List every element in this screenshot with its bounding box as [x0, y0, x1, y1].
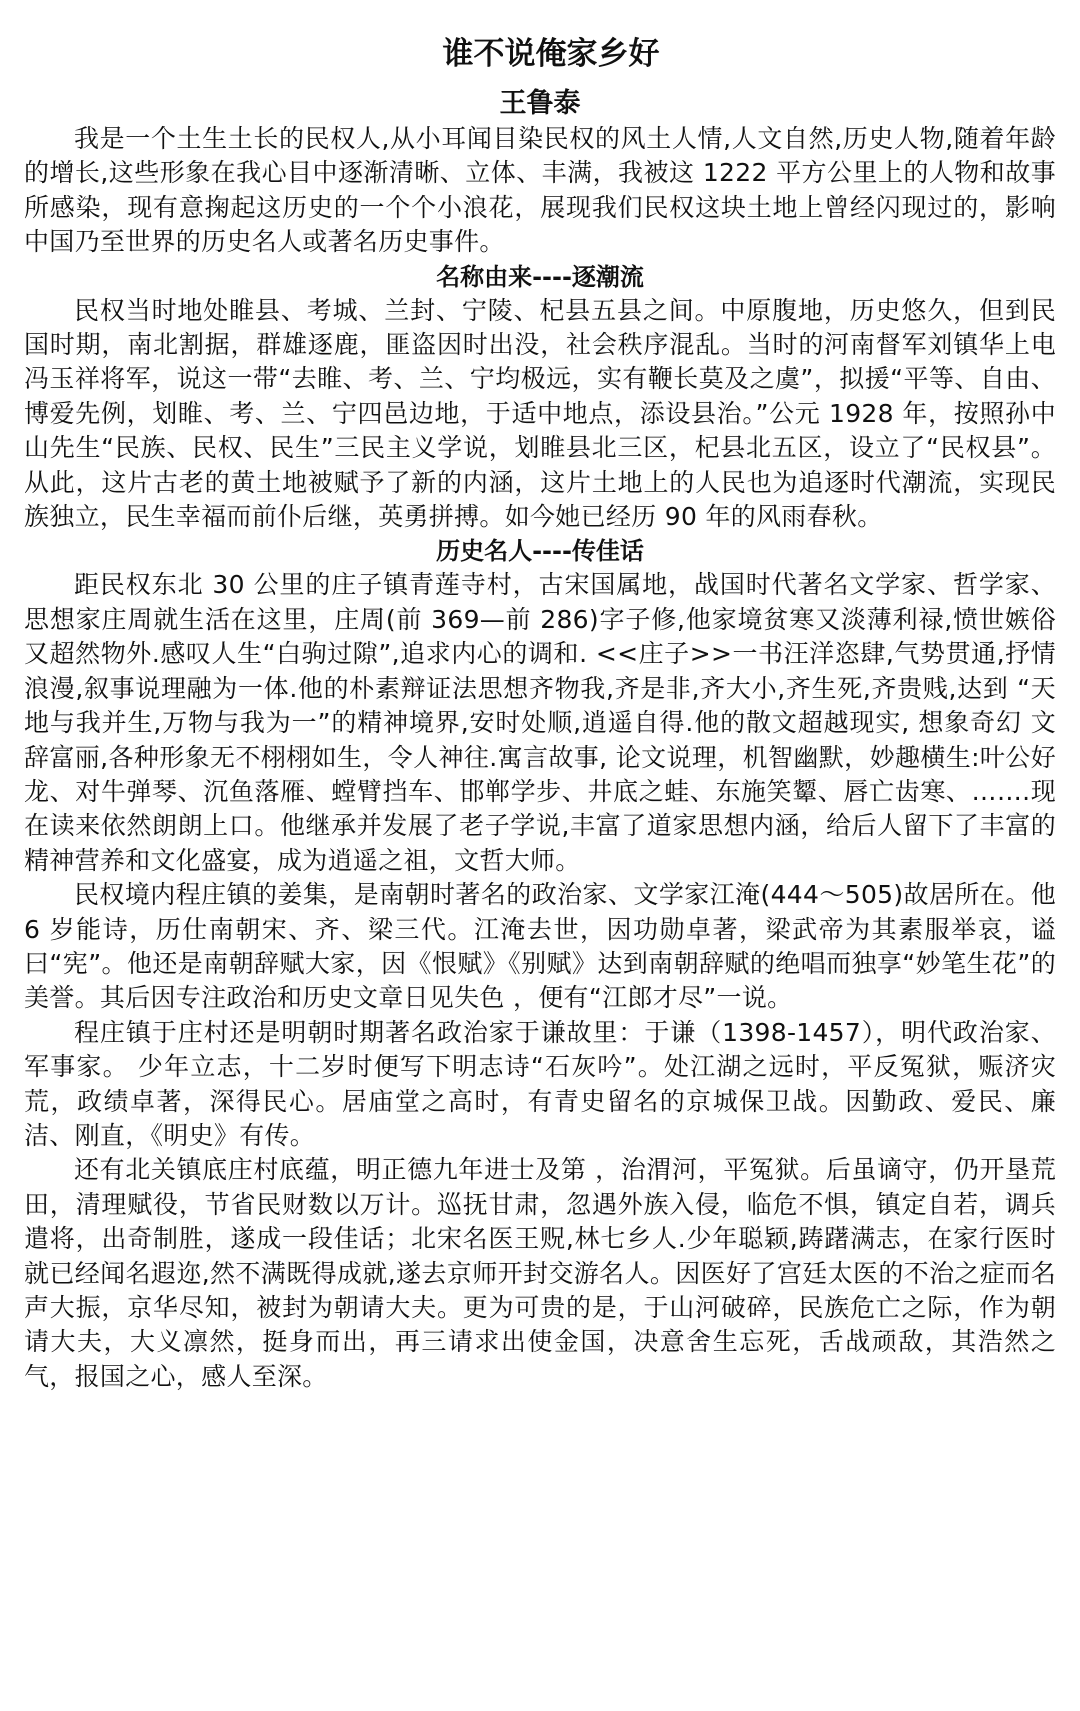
- intro-paragraph: 我是一个土生土长的民权人,从小耳闻目染民权的风土人情,人文自然,历史人物,随着年龄的增长,这些形象在我心目中逐渐清晰、立体、丰满，我被这 1222 平方公里上的人物和故事所感染，现有意掬起这历史的一个个小浪花，展现我们民权这块土地上曾经闪现过的，影响中国乃至世界的历史名人或著名历史事件。: [24, 124, 1056, 257]
- paragraph-zhuangzi: 距民权东北 30 公里的庄子镇青莲寺村，古宋国属地，战国时代著名文学家、哲学家、思想家庄周就生活在这里，庄周(前 369—前 286)字子修,他家境贫寒又淡薄利禄,愤世嫉俗又超然物外.感叹人生“白驹过隙”,追求内心的调和. <<庄子>>一书汪洋恣肆,气势贯通,抒情浪漫,叙事说理融为一体.他的朴素辩证法思想齐物我,齐是非,齐大小,齐生死,齐贵贱,达到 “天地与我并生,万物与我为一”的精神境界,安时处顺,逍遥自得.他的散文超越现实, 想象奇幻 文辞富丽,各种形象无不栩栩如生，令人神往.寓言故事, 论文说理，机智幽默，妙趣横生:叶公好龙、对牛弹琴、沉鱼落雁、螳臂挡车、邯郸学步、井底之蛙、东施笑颦、唇亡齿寒、…….现在读来依然朗朗上口。他继承并发展了老子学说,丰富了道家思想内涵，给后人留下了丰富的精神营养和文化盛宴，成为逍遥之祖，文哲大师。: [24, 570, 1056, 875]
- article-author: 王鲁泰: [499, 88, 581, 119]
- section-heading-historical-figures: 历史名人----传佳话: [436, 537, 644, 566]
- section-heading-name-origin: 名称由来----逐潮流: [436, 262, 644, 291]
- article-title: 谁不说俺家乡好: [442, 36, 660, 72]
- section-paragraph-name-origin: 民权当时地处睢县、考城、兰封、宁陵、杞县五县之间。中原腹地，历史悠久，但到民国时期，南北割据，群雄逐鹿，匪盗因时出没，社会秩序混乱。当时的河南督军刘镇华上电冯玉祥将军，说这一带“去睢、考、兰、宁均极远，实有鞭长莫及之虞”，拟援“平等、自由、博爱先例，划睢、考、兰、宁四邑边地，于适中地点，添设县治。”公元 1928 年，按照孙中山先生“民族、民权、民生”三民主义学说，划睢县北三区，杞县北五区，设立了“民权县”。从此，这片古老的黄土地被赋予了新的内涵，这片土地上的人民也为追逐时代潮流，实现民族独立，民生幸福而前仆后继，英勇拼搏。如今她已经历 90 年的风雨春秋。: [24, 295, 1056, 532]
- paragraph-jiangyan: 民权境内程庄镇的姜集，是南朝时著名的政治家、文学家江淹(444～505)故居所在。他 6 岁能诗，历仕南朝宋、齐、梁三代。江淹去世，因功勋卓著，梁武帝为其素服举哀，谥曰“宪”。他还是南朝辞赋大家，因《恨赋》《别赋》达到南朝辞赋的绝唱而独享“妙笔生花”的美誉。其后因专注政治和历史文章日见失色 ，便有“江郎才尽”一说。: [24, 880, 1056, 1013]
- paragraph-diyun-wangkuang: 还有北关镇底庄村底蕴，明正德九年进士及第 ，治渭河，平冤狱。后虽谪守，仍开垦荒田，清理赋役，节省民财数以万计。巡抚甘肃，忽遇外族入侵，临危不惧，镇定自若，调兵遣将，出奇制胜，遂成一段佳话；北宋名医王贶,林七乡人.少年聪颖,踌躇满志，在家行医时就已经闻名遐迩,然不满既得成就,遂去京师开封交游名人。因医好了宫廷太医的不治之症而名声大振，京华尽知，被封为朝请大夫。更为可贵的是，于山河破碎，民族危亡之际，作为朝请大夫，大义凛然，挺身而出，再三请求出使金国，决意舍生忘死，舌战顽敌，其浩然之气，报国之心，感人至深。: [24, 1155, 1056, 1391]
- paragraph-yuqian: 程庄镇于庄村还是明朝时期著名政治家于谦故里：于谦（1398-1457），明代政治家、军事家。 少年立志，十二岁时便写下明志诗“石灰吟”。处江湖之远时，平反冤狱，赈济灾荒，政绩卓著，深得民心。居庙堂之高时，有青史留名的京城保卫战。因勤政、爱民、廉洁、刚直，《明史》有传。: [24, 1017, 1056, 1150]
